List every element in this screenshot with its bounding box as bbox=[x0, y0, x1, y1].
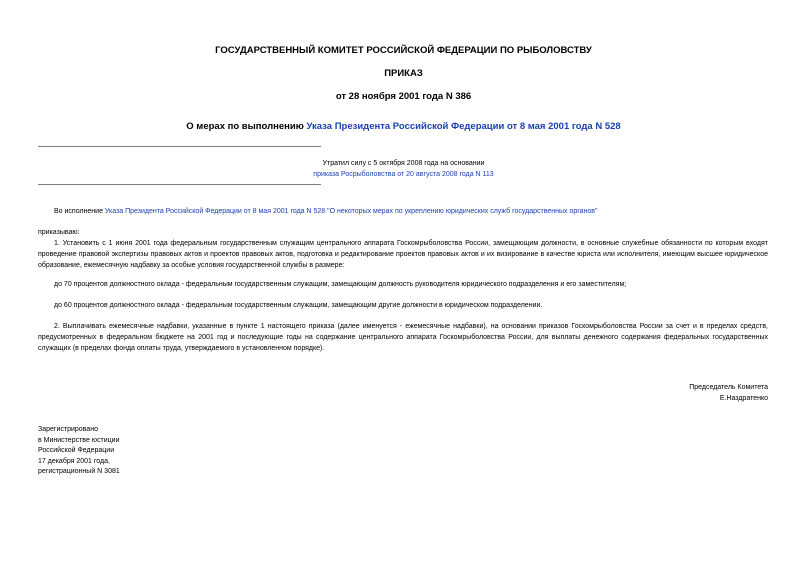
order-item-1: 1. Установить с 1 июня 2001 года федеральным государственным служащим центрального аппарата Госкомрыболовства России, замещающим должности, в основные служебные обязанности по которым входят проведение правовой экспертизы правовых актов и проектов правовых актов, подготовка и редактирование проектов правовых актов и их визирование в качестве юриста или исполнителя, имеющим высшее юридическое образование, ежемесячную надбавку за особые условия государственной службы в размере: bbox=[38, 240, 768, 269]
signature-position: Председатель Комитета bbox=[689, 384, 768, 391]
intro-prefix: Во исполнение bbox=[54, 208, 105, 215]
intro-decree-link[interactable]: Указа Президента Российской Федерации от 8 мая 2001 года N 528 "О некоторых мерах по укреплению юридических служб государственных органов" bbox=[104, 208, 598, 215]
subject-decree-link[interactable]: Указа Президента Российской Федерации от 8 мая 2001 года N 528 bbox=[306, 121, 621, 132]
document-type: ПРИКАЗ bbox=[384, 68, 423, 79]
divider-bottom bbox=[38, 184, 321, 185]
intro-paragraph bbox=[38, 207, 768, 218]
organization-title: ГОСУДАРСТВЕННЫЙ КОМИТЕТ РОССИЙСКОЙ ФЕДЕРАЦИИ ПО РЫБОЛОВСТВУ bbox=[215, 45, 592, 56]
status-note bbox=[210, 158, 597, 180]
registration-line-2: в Министерстве юстиции bbox=[38, 436, 120, 444]
registration-line-3: Российской Федерации bbox=[38, 447, 115, 454]
status-note-link[interactable]: приказа Росрыболовства от 20 августа 2008 года N 113 bbox=[313, 171, 494, 178]
divider-top bbox=[38, 146, 321, 147]
order-item-2: 2. Выплачивать ежемесячные надбавки, указанные в пункте 1 настоящего приказа (далее именуется - ежемесячные надбавки), на основании приказов Госкомрыболовства России за счет и в пределах средств, предусмотренных в федеральном бюджете на 2001 год и последующие годы на содержание центрального аппарата Госкомрыболовства России, для выплаты денежного содержания федеральных государственных служащих (в пределах фонда оплаты труда, утверждаемого в установленном порядке). bbox=[38, 323, 768, 352]
registration-line-5: регистрационный N 3081 bbox=[38, 468, 120, 475]
document-subject bbox=[0, 121, 807, 132]
order-item-1a: до 70 процентов должностного оклада - федеральным государственным служащим, замещающим должность руководителя юридического подразделения и его заместителям; bbox=[54, 281, 627, 288]
signature-block bbox=[689, 383, 768, 404]
document-date-number: от 28 ноября 2001 года N 386 bbox=[335, 91, 472, 102]
registration-line-1: Зарегистрировано bbox=[38, 426, 98, 433]
registration-block bbox=[38, 425, 120, 478]
subject-prefix: О мерах по выполнению bbox=[186, 121, 307, 132]
status-note-text: Утратил силу с 5 октября 2008 года на основании bbox=[322, 160, 485, 167]
orders-label: приказываю: bbox=[38, 229, 80, 236]
signature-name: Е.Наздратенко bbox=[719, 394, 768, 402]
registration-line-4: 17 декабря 2001 года, bbox=[38, 457, 110, 465]
order-item-1b: до 60 процентов должностного оклада - федеральным государственным служащим, замещающим другие должности в юридическом подразделении. bbox=[54, 302, 543, 309]
